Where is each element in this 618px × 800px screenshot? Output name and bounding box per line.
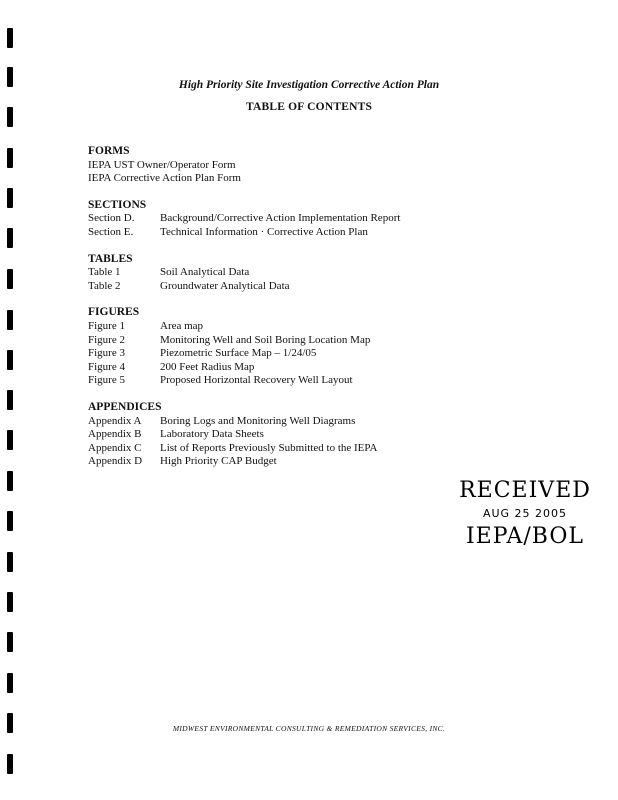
section-heading: SECTIONS (88, 198, 147, 211)
entry-title: Proposed Horizontal Recovery Well Layout (160, 374, 353, 387)
section-heading: FIGURES (88, 306, 140, 319)
toc-entry (88, 428, 548, 442)
entry-title: Area map (160, 319, 204, 332)
section-heading: APPENDICES (88, 400, 162, 413)
toc-entry (88, 415, 548, 429)
punch-hole (7, 228, 13, 248)
punch-hole (7, 310, 13, 330)
toc-section-figures (88, 306, 548, 388)
toc-entry (88, 347, 548, 361)
punch-hole (7, 350, 13, 370)
toc-entry (88, 455, 548, 469)
entry-title: IEPA UST Owner/Operator Form (88, 158, 236, 171)
document-title: High Priority Site Investigation Corrective Action Plan (178, 79, 440, 91)
entry-title: Groundwater Analytical Data (160, 279, 290, 292)
entry-label: Section E. (88, 225, 134, 238)
toc-section-appendices (88, 401, 548, 469)
toc-entry (88, 159, 548, 173)
entry-label: Figure 4 (88, 360, 125, 373)
entry-label: Table 2 (88, 279, 121, 292)
entry-label: Figure 1 (88, 319, 125, 332)
toc-entry (88, 320, 548, 334)
company-footer: MIDWEST ENVIRONMENTAL CONSULTING & REMEDIATION SERVICES, INC. (172, 724, 446, 733)
entry-title: Piezometric Surface Map – 1/24/05 (160, 347, 317, 360)
entry-title: Soil Analytical Data (160, 266, 250, 279)
toc-entry (88, 442, 548, 456)
entry-label: Figure 5 (88, 374, 125, 387)
section-heading: FORMS (88, 145, 130, 157)
toc-section-tables (88, 253, 548, 294)
table-of-contents (88, 145, 548, 482)
entry-title: Monitoring Well and Soil Boring Location Map (160, 333, 371, 346)
punch-hole (7, 632, 13, 652)
entry-label: Appendix C (88, 441, 142, 454)
punch-hole (7, 148, 13, 168)
punch-hole (7, 430, 13, 450)
entry-title: List of Reports Previously Submitted to the IEPA (160, 441, 378, 454)
stamp-agency: IEPA/BOL (465, 524, 585, 549)
binder-punch-holes (7, 0, 15, 800)
toc-section-forms (88, 145, 548, 186)
entry-title: Boring Logs and Monitoring Well Diagrams (160, 414, 356, 427)
toc-entry (88, 212, 548, 226)
entry-title: High Priority CAP Budget (160, 455, 277, 468)
entry-label: Table 1 (88, 266, 121, 279)
entry-label: Appendix B (88, 428, 142, 441)
stamp-received: RECEIVED (459, 478, 591, 503)
punch-hole (7, 754, 13, 774)
entry-title: 200 Feet Radius Map (160, 360, 255, 373)
entry-label: Figure 3 (88, 347, 125, 360)
toc-heading: TABLE OF CONTENTS (245, 101, 373, 113)
punch-hole (7, 552, 13, 572)
entry-title: Background/Corrective Action Implementation Report (160, 212, 401, 225)
entry-label: Figure 2 (88, 333, 125, 346)
punch-hole (7, 471, 13, 491)
received-stamp (455, 478, 595, 549)
entry-title: Laboratory Data Sheets (160, 428, 264, 441)
entry-title: Technical Information · Corrective Action Plan (160, 225, 368, 238)
entry-label: Section D. (88, 212, 135, 225)
toc-entry (88, 226, 548, 240)
punch-hole (7, 592, 13, 612)
punch-hole (7, 390, 13, 410)
toc-entry (88, 361, 548, 375)
punch-hole (7, 188, 13, 208)
toc-entry (88, 334, 548, 348)
toc-entry (88, 172, 548, 186)
entry-label: Appendix A (88, 414, 142, 427)
punch-hole (7, 673, 13, 693)
entry-title: IEPA Corrective Action Plan Form (88, 172, 241, 185)
toc-entry (88, 266, 548, 280)
toc-entry (88, 280, 548, 294)
punch-hole (7, 269, 13, 289)
toc-entry (88, 374, 548, 388)
stamp-date: AUG 25 2005 (482, 507, 568, 520)
entry-label: Appendix D (88, 455, 143, 468)
section-heading: TABLES (88, 252, 133, 265)
punch-hole (7, 511, 13, 531)
punch-hole (7, 28, 13, 48)
toc-section-sections (88, 199, 548, 240)
